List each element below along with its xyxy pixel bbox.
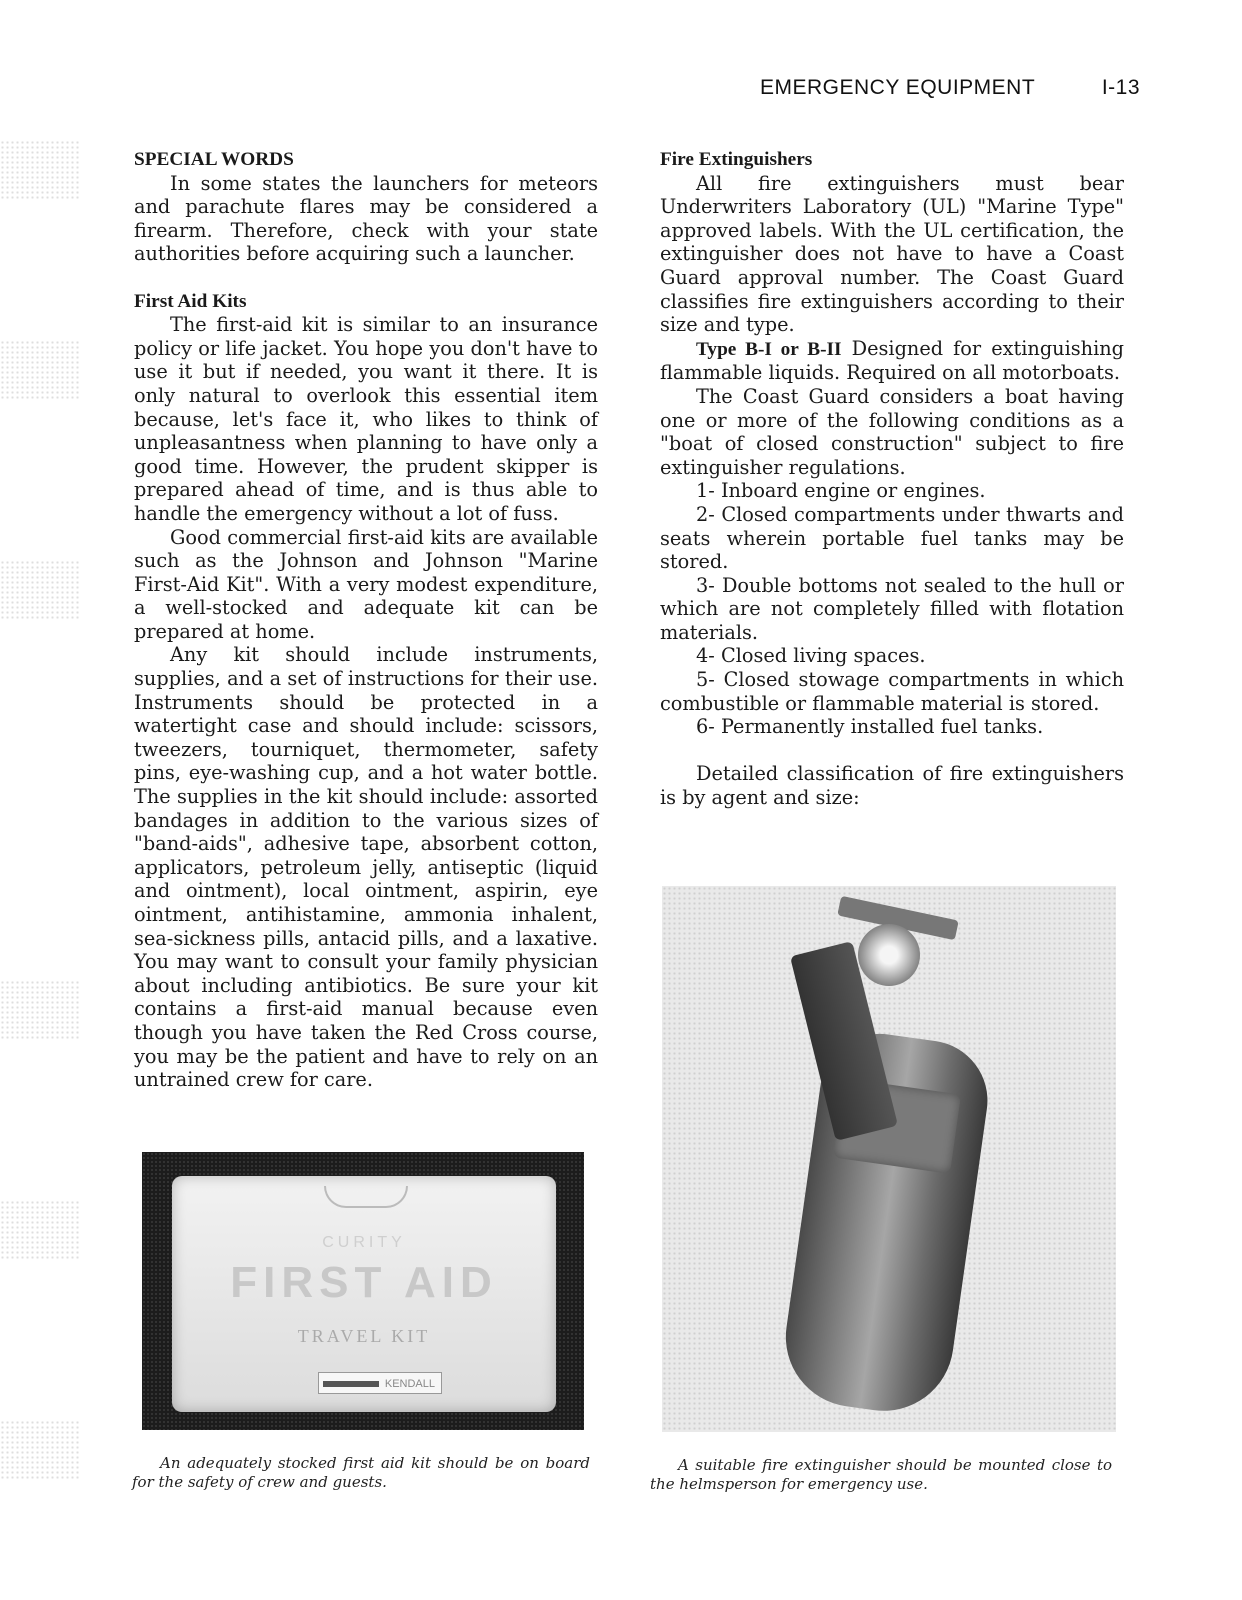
condition-text: Closed compartments under thwarts and seats wherein portable fuel tanks may be stored. [660,502,1124,574]
special-words-heading: SPECIAL WORDS [134,149,294,170]
condition-text: Inboard engine or engines. [720,479,986,503]
condition-item [660,479,1124,503]
condition-item [660,503,1124,574]
type-text: Designed for extinguishing flammable liquids. Required on all motorboats. [660,336,1124,385]
running-head [760,76,1140,100]
first-aid-paragraph: Good commercial first-aid kits are available such as the Johnson and Johnson "Marine First-Aid Kit". With a very modest expenditure, a well-stocked and adequate kit can be prepared at home. [134,525,598,643]
condition-number: 3- [696,573,715,597]
page-number: I-13 [1101,76,1140,99]
first-aid-heading: First Aid Kits [134,290,247,312]
condition-number: 1- [696,479,715,503]
fire-extinguishers-intro: All fire extinguishers must bear Underwriters Laboratory (UL) "Marine Type" approved labels. With the UL certification, the extinguisher does not have to have a Coast Guard approval number. The Coast Guard classifies fire extinguishers according to their size and type. [660,171,1124,337]
kit-brand: CURITY [322,1234,406,1251]
section-title: EMERGENCY EQUIPMENT [760,76,1036,99]
first-aid-kit-photo [142,1152,584,1430]
scan-artifact [0,140,80,200]
condition-item [660,574,1124,645]
conditions-intro: The Coast Guard considers a boat having one or more of the following conditions as a "boat of closed construction" subject to fire extinguisher regulations. [660,384,1124,479]
condition-number: 4- [696,644,715,668]
first-aid-paragraph: The first-aid kit is similar to an insurance policy or life jacket. You hope you don't have to use it but if needed, you want it there. It is only natural to overlook this essential item because, let's face it, who likes to think of unpleasantness when planning to have only a good time. However, the prudent skipper is prepared ahead of time, and is thus able to handle the emergency without a lot of fuss. [134,313,598,525]
condition-number: 5- [696,668,715,692]
first-aid-caption: An adequately stocked first aid kit should be on board for the safety of crew and guests. [132,1454,590,1491]
scan-artifact [0,1200,80,1260]
fire-extinguisher-photo [662,886,1116,1432]
left-column [134,148,598,1092]
first-aid-paragraph: Any kit should include instruments, supplies, and a set of instructions for their use. Instruments should be protected in a watertight case and should include: scissors, tweezers, tourniquet, thermometer, safety pins, eye-washing cup, and a hot water bottle. The supplies in the kit should include: assorted bandages in addition to the various sizes of "band-aids", adhesive tape, absorbent cotton, applicators, petroleum jelly, antiseptic (liquid and ointment), local ointment, aspirin, eye ointment, antihistamine, ammonia inhalent, sea-sickness pills, antacid pills, and a laxative. You may want to consult your family physician about including antibiotics. Be sure your kit contains a first-aid manual because even though you have taken the Red Cross course, you may be the patient and have to rely on an untrained crew for care. [134,643,598,1092]
condition-item [660,644,1124,668]
special-words-paragraph: In some states the launchers for meteors and parachute flares may be considered a firearm. Therefore, check with your state authorities before acquiring such a launcher. [134,171,598,266]
scan-artifact [0,560,80,620]
type-paragraph [660,337,1124,385]
condition-number: 6- [696,715,715,739]
condition-text: Permanently installed fuel tanks. [720,715,1044,739]
kit-title: FIRST AID [230,1258,498,1307]
condition-text: Closed stowage compartments in which combustible or flammable material is stored. [660,668,1124,715]
scan-artifact [0,1420,80,1480]
kit-handle-icon [324,1186,408,1208]
scan-artifact [0,340,80,400]
condition-text: Closed living spaces. [720,644,926,668]
right-column [660,148,1124,810]
classification-paragraph: Detailed classification of fire extinguishers is by agent and size: [660,762,1124,810]
extinguisher-gauge-icon [858,924,920,986]
condition-item [660,715,1124,739]
scan-artifact [0,980,80,1040]
condition-text: Double bottoms not sealed to the hull or which are not completely filled with flotation materials. [660,573,1124,644]
fire-extinguishers-heading: Fire Extinguishers [660,149,813,170]
kit-subtitle: TRAVEL KIT [297,1326,431,1346]
first-aid-kit-box [172,1176,556,1412]
condition-item [660,668,1124,715]
extinguisher-caption: A suitable fire extinguisher should be mounted close to the helmsperson for emergency use. [650,1456,1112,1493]
kit-label: KENDALL [318,1372,442,1394]
condition-number: 2- [696,502,715,526]
type-label: Type B-I or B-II [696,338,842,360]
